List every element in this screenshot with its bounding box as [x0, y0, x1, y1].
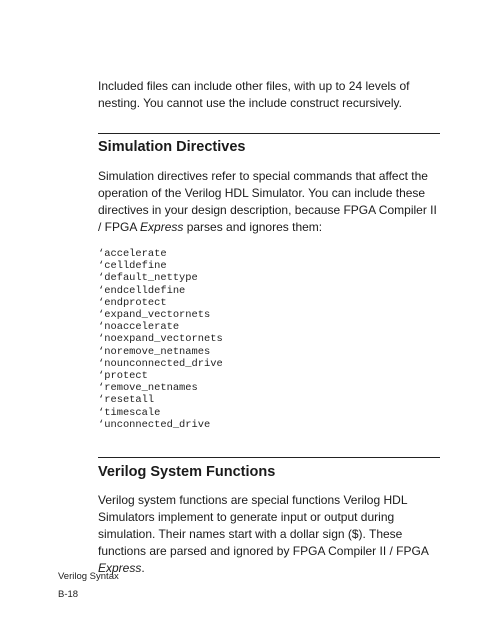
directive-item: ‘noexpand_vectornets [98, 333, 223, 346]
section-divider-simulation [98, 133, 440, 134]
simulation-directives-paragraph [98, 168, 440, 236]
directive-item: ‘unconnected_drive [98, 418, 211, 431]
system-paragraph-emphasis: Express [98, 561, 142, 576]
page-content [98, 78, 440, 577]
directive-item: ‘expand_vectornets [98, 309, 211, 322]
directive-item: ‘remove_netnames [98, 382, 198, 395]
directive-item: ‘endprotect [98, 296, 167, 309]
directive-item: ‘celldefine [98, 260, 167, 273]
directive-item: ‘timescale [98, 406, 161, 419]
system-paragraph-start: Verilog system functions are special functions Verilog HDL Simulators implement to generate input or output during simulation. Their names start with a dollar sign ($). These functions are parsed and ignored by FPGA Compiler II / FPGA [98, 493, 429, 559]
system-functions-paragraph [98, 492, 440, 577]
footer-chapter: Verilog Syntax [58, 571, 119, 582]
directive-item: ‘accelerate [98, 248, 167, 260]
directive-item: ‘protect [98, 370, 148, 383]
simulation-paragraph-start: Simulation directives refer to special commands that affect the operation of the Verilog HDL Simulator. You can include these directives in your design description, because FPGA Compiler II / FPGA [98, 169, 437, 234]
heading-simulation-directives: Simulation Directives [98, 139, 246, 155]
system-paragraph-end: . [141, 561, 145, 576]
directive-item: ‘nounconnected_drive [98, 357, 223, 370]
directive-item: ‘noaccelerate [98, 321, 180, 334]
simulation-paragraph-end: parses and ignores them: [183, 220, 323, 234]
directive-item: ‘default_nettype [98, 272, 198, 285]
heading-verilog-system-functions: Verilog System Functions [98, 464, 276, 481]
intro-paragraph: Included files can include other files, with up to 24 levels of nesting. You cannot use the include construct recursively. [98, 79, 410, 110]
directive-item: ‘resetall [98, 394, 155, 407]
section-divider-system-functions [98, 457, 440, 458]
directive-item: ‘endcelldefine [98, 284, 186, 297]
directive-list [98, 248, 440, 431]
footer-page-number: B-18 [58, 589, 79, 600]
directive-item: ‘noremove_netnames [98, 345, 211, 358]
simulation-paragraph-emphasis: Express [140, 220, 184, 234]
